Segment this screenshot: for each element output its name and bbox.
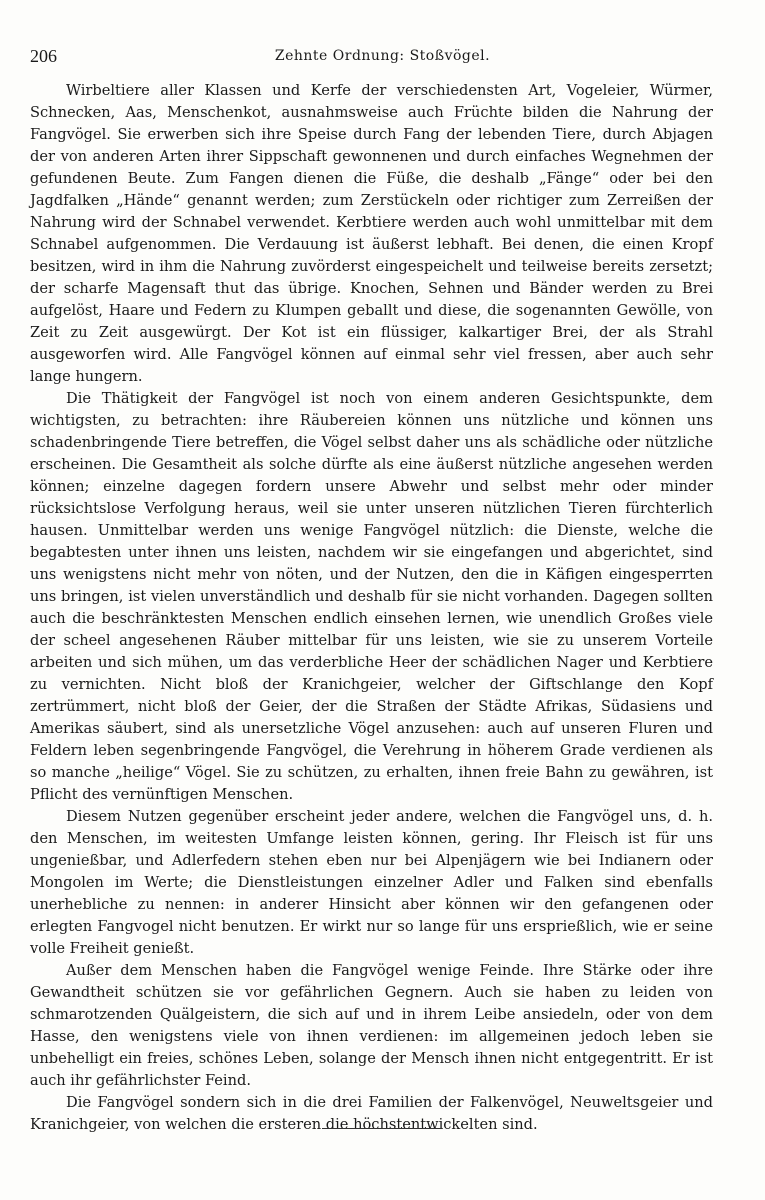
section-end-rule — [322, 1128, 442, 1129]
paragraph: Diesem Nutzen gegenüber erscheint jeder andere, welchen die Fangvögel uns, d. h. den Menschen, im weitesten Umfange leisten können, gering. Ihr Fleisch ist für uns ungenießbar, und Adlerfedern stehen eben nur bei Alpenjägern wie bei Indianern oder Mongolen im Werte; die Dienstleistungen einzelner Adler und Falken sind ebenfalls unerhebliche zu nennen: in anderer Hinsicht aber können wir den gefangenen oder erlegten Fangvogel nicht benutzen. Er wirkt nur so lange für uns ersprießlich, wie er seine volle Freiheit genießt. — [30, 808, 713, 957]
paragraph: Die Fangvögel sondern sich in die drei Familien der Falkenvögel, Neuweltsgeier und Kranichgeier, von welchen die ersteren die höchstentwickelten sind. — [30, 1094, 713, 1133]
paragraph: Die Thätigkeit der Fangvögel ist noch von einem anderen Gesichtspunkte, dem wichtigsten, zu betrachten: ihre Räubereien können uns nützliche und können uns schadenbringende Tiere betreffen, die Vögel selbst daher uns als schädliche oder nützliche erscheinen. Die Gesamtheit als solche dürfte als eine äußerst nützliche angesehen werden können; einzelne dagegen fordern unsere Abwehr und selbst mehr oder minder rücksichtslose Verfolgung heraus, weil sie unter unseren nützlichen Tieren fürchterlich hausen. Unmittelbar werden uns wenige Fangvögel nützlich: die Dienste, welche die begabtesten unter ihnen uns leisten, nachdem wir sie eingefangen und abgerichtet, sind uns wenigstens nicht mehr von nöten, und der Nutzen, den die in Käfigen eingesperrten uns bringen, ist vielen unverständlich und deshalb für sie nicht vorhanden. Dagegen sollten auch die beschränktesten Menschen endlich einsehen lernen, wie unendlich Großes viele der scheel angesehenen Räuber mittelbar für uns leisten, wie sie zu unserem Vorteile arbeiten und sich mühen, um das verderbliche Heer der schädlichen Nager und Kerbtiere zu vernichten. Nicht bloß der Kranichgeier, welcher der Giftschlange den Kopf zertrümmert, nicht bloß der Geier, der die Straßen der Städte Afrikas, Südasiens und Amerikas säubert, sind als unersetzliche Vögel anzusehen: auch auf unseren Fluren und Feldern leben segenbringende Fangvögel, die Verehrung in höherem Grade verdienen als so manche „heilige“ Vögel. Sie zu schützen, zu erhalten, ihnen freie Bahn zu gewähren, ist Pflicht des vernünftigen Menschen. — [30, 390, 713, 803]
running-head — [30, 46, 735, 68]
page-number: 206 — [30, 46, 57, 66]
body-text — [30, 80, 713, 1136]
paragraph: Wirbeltiere aller Klassen und Kerfe der verschiedensten Art, Vogeleier, Würmer, Schnecken, Aas, Menschenkot, ausnahmsweise auch Früchte bilden die Nahrung der Fangvögel. Sie erwerben sich ihre Speise durch Fang der lebenden Tiere, durch Abjagen der von anderen Arten ihrer Sippschaft gewonnenen und durch einfaches Wegnehmen der gefundenen Beute. Zum Fangen dienen die Füße, die deshalb „Fänge“ oder bei den Jagdfalken „Hände“ genannt werden; zum Zerstückeln oder richtiger zum Zerreißen der Nahrung wird der Schnabel verwendet. Kerbtiere werden auch wohl unmittelbar mit dem Schnabel aufgenommen. Die Verdauung ist äußerst lebhaft. Bei denen, die einen Kropf besitzen, wird in ihm die Nahrung zuvörderst eingespeichelt und teilweise bereits zersetzt; der scharfe Magensaft thut das übrige. Knochen, Sehnen und Bänder werden zu Brei aufgelöst, Haare und Federn zu Klumpen geballt und diese, die sogenannten Gewölle, von Zeit zu Zeit ausgewürgt. Der Kot ist ein flüssiger, kalkartiger Brei, der als Strahl ausgeworfen wird. Alle Fangvögel können auf einmal sehr viel fressen, aber auch sehr lange hungern. — [30, 82, 713, 385]
running-title: Zehnte Ordnung: Stoßvögel. — [274, 48, 491, 64]
paragraph: Außer dem Menschen haben die Fangvögel wenige Feinde. Ihre Stärke oder ihre Gewandtheit schützen sie vor gefährlichen Gegnern. Auch sie haben zu leiden von schmarotzenden Quälgeistern, die sich auf und in ihrem Leibe ansiedeln, oder von dem Hasse, den wenigstens viele von ihnen verdienen: im allgemeinen jedoch leben sie unbehelligt ein freies, schönes Leben, solange der Mensch ihnen nicht entgegentritt. Er ist auch ihr gefährlichster Feind. — [30, 962, 713, 1089]
